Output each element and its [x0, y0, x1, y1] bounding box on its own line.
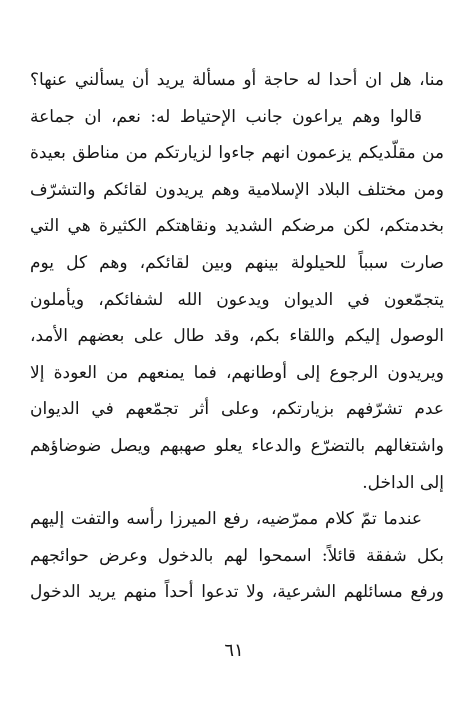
text-line-11: واشتغالهم بالتضرّع والدعاء يعلو صهبهم ويصل ضوضاؤهم [30, 435, 444, 456]
text-line-4: ومن مختلف البلاد الإسلامية وهم يريدون لقائكم والتشرّف [30, 179, 444, 200]
text-line-8: الوصول إليكم واللقاء بكم، وقد طال على بعضهم الأمد، [30, 326, 444, 347]
text-line-6: صارت سبباً للحيلولة بينهم وبين لقائكم، وهم كل يوم [30, 252, 444, 273]
text-line-5: بخدمتكم، لكن مرضكم الشديد ونقاهتكم الكثيرة هي التي [30, 216, 444, 237]
text-line-14: بكل شفقة قائلاً: اسمحوا لهم بالدخول وعرض حوائجهم [30, 545, 444, 566]
text-line-12: إلى الداخل. [362, 472, 444, 493]
text-line-1: منا، هل ان أحدا له حاجة أو مسألة يريد أن يسألني عنها؟ [30, 70, 444, 90]
text-line-2: قالوا وهم يراعون جانب الإحتياط له: نعم، ان جماعة [30, 106, 422, 127]
text-line-10: عدم تشرّفهم بزيارتكم، وعلى أثر تجمّعهم في الديوان [30, 399, 444, 420]
page-number: ٦١ [224, 640, 244, 661]
text-line-3: من مقلّديكم يزعمون انهم جاءوا لزيارتكم من مناطق بعيدة [30, 143, 444, 164]
text-line-13: عندما تمّ كلام ممرّضيه، رفع الميرزا رأسه والتفت إليهم [30, 509, 422, 530]
body-text [30, 62, 444, 611]
text-line-9: ويريدون الرجوع إلى أوطانهم، فما يمنعهم من العودة إلا [30, 362, 444, 383]
text-line-15: ورفع مسائلهم الشرعية، ولا تدعوا أحداً منهم يريد الدخول [30, 582, 444, 603]
text-line-7: يتجمّعون في الديوان ويدعون الله لشفائكم، ويأملون [30, 289, 444, 310]
